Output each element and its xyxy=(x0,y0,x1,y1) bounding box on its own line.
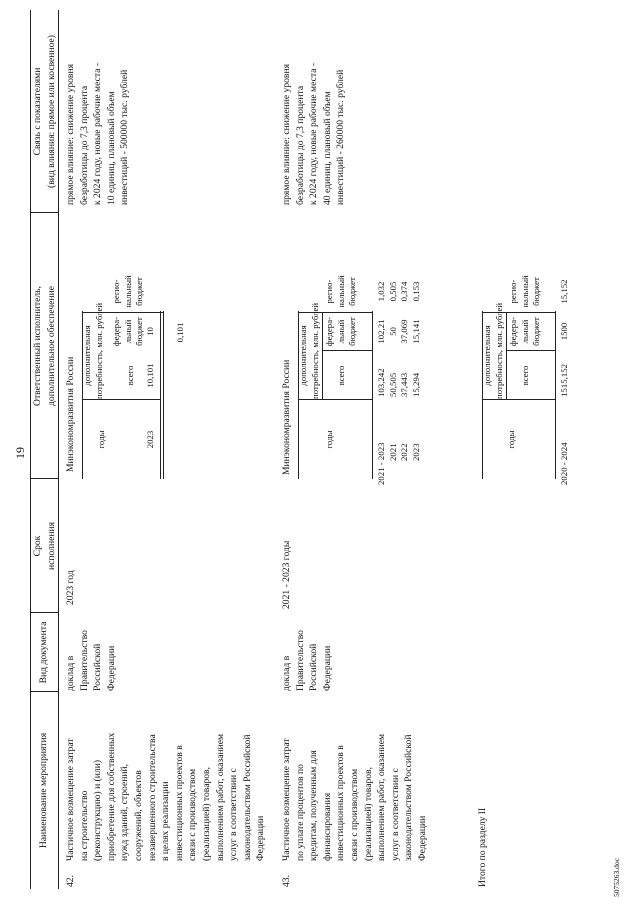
row-43-years-head: годы xyxy=(324,430,334,449)
row-43-regional-head: регио- нальный бюджет xyxy=(324,275,357,308)
row-43-total-head: всего xyxy=(336,365,346,386)
total-federal-head: федера- льный бюджет xyxy=(508,316,541,347)
total-federal: 1500 xyxy=(559,322,569,341)
row-42-total-2023: 10,101 xyxy=(145,363,155,388)
row-43-term: 2021 - 2023 годы xyxy=(281,540,292,609)
row-42-year-2023: 2023 xyxy=(145,430,155,449)
total-total-head: всего xyxy=(520,365,530,386)
row-42-federal-head: федера- льный бюджет xyxy=(111,316,144,347)
header-link: Связь с показателями (вид влияния: прямое или косвенное) xyxy=(32,35,57,188)
row-43-exec: Минэкономразвития России xyxy=(281,359,292,475)
total-years-head: годы xyxy=(506,430,516,449)
row-43-total-col: 103,242 50,505 37,443 15,294 xyxy=(376,368,421,397)
row-42-number: 42. xyxy=(65,875,76,887)
row-42-regional-head: регио- нальный бюджет xyxy=(111,275,144,308)
total-year: 2020 - 2024 xyxy=(559,442,569,485)
row-43-years-col: 2021 - 2023 2021 2022 2023 xyxy=(376,442,421,485)
row-42-exec: Минэкономразвития России xyxy=(65,356,76,472)
footer-file: 5075263.doc xyxy=(612,858,621,897)
row-43-name: Частичное возмещение затрат по уплате процентов по кредитам, полученным для финансирования инвестиционных проектов в связи с производством (реализацией) товаров, выполнением работ, оказанием услуг в соответствии с законодательством Российской Федерации xyxy=(281,733,428,861)
header-name: Наименование мероприятия xyxy=(38,732,49,849)
row-42-link: прямое влияние: снижение уровня безработицы до 7,3 процента к 2024 году, новые рабочие места - 10 единиц, плановый объем инвестиций - 500000 тыс. рублей xyxy=(65,62,131,205)
header-exec: Ответственный исполнитель, дополнительное обеспечение xyxy=(32,286,57,406)
total-label: Итого по разделу II xyxy=(477,807,488,887)
row-43-federal-col: 102,21 50 37,069 15,141 xyxy=(376,319,421,344)
row-43-doc: доклад в Правительство Российской Федерации xyxy=(281,630,333,691)
row-43-number: 43. xyxy=(281,875,292,887)
row-42-federal-2023: 10 xyxy=(145,327,155,336)
row-42-regional-2023: 0,101 xyxy=(175,322,185,343)
row-43-link: прямое влияние: снижение уровня безработицы до 7,3 процента к 2024 году, новые рабочие места - 40 единиц, плановый объем инвестиций - 260000 тыс. рублей xyxy=(281,62,347,205)
row-42-name: Частичное возмещение затрат на строительство (реконструкцию) и (или) приобретение для собственных нужд зданий, строений, сооружений, объектов незавершенного строительства в целях реализации инвестиционных проектов в связи с производством (реализацией) товаров, выполнением работ, оказанием услуг в соответствии с законодательством Российской Федерации xyxy=(65,732,267,861)
row-42-years-head: годы xyxy=(96,430,106,449)
row-42-total-head: всего xyxy=(125,365,135,386)
total-regional-head: регио- нальный бюджет xyxy=(508,275,541,308)
row-43-need-head: дополнительная потребность, млн. рублей xyxy=(298,302,320,399)
page-number: 19 xyxy=(13,447,27,459)
row-43-regional-col: 1,032 0,505 0,374 0,153 xyxy=(376,281,421,302)
total-regional: 15,152 xyxy=(559,279,569,304)
row-42-doc: доклад в Правительство Российской Федерации xyxy=(65,630,117,691)
row-42-term: 2023 год xyxy=(65,570,76,605)
row-43-federal-head: федера- льный бюджет xyxy=(324,316,357,347)
total-need-head: дополнительная потребность, млн. рублей xyxy=(482,302,504,399)
total-total: 1515,152 xyxy=(559,364,569,397)
header-term: Срок исполнения xyxy=(32,521,57,571)
row-42-need-head: дополнительная потребность, млн. рублей xyxy=(82,302,104,399)
header-doc: Вид документа xyxy=(38,621,49,684)
